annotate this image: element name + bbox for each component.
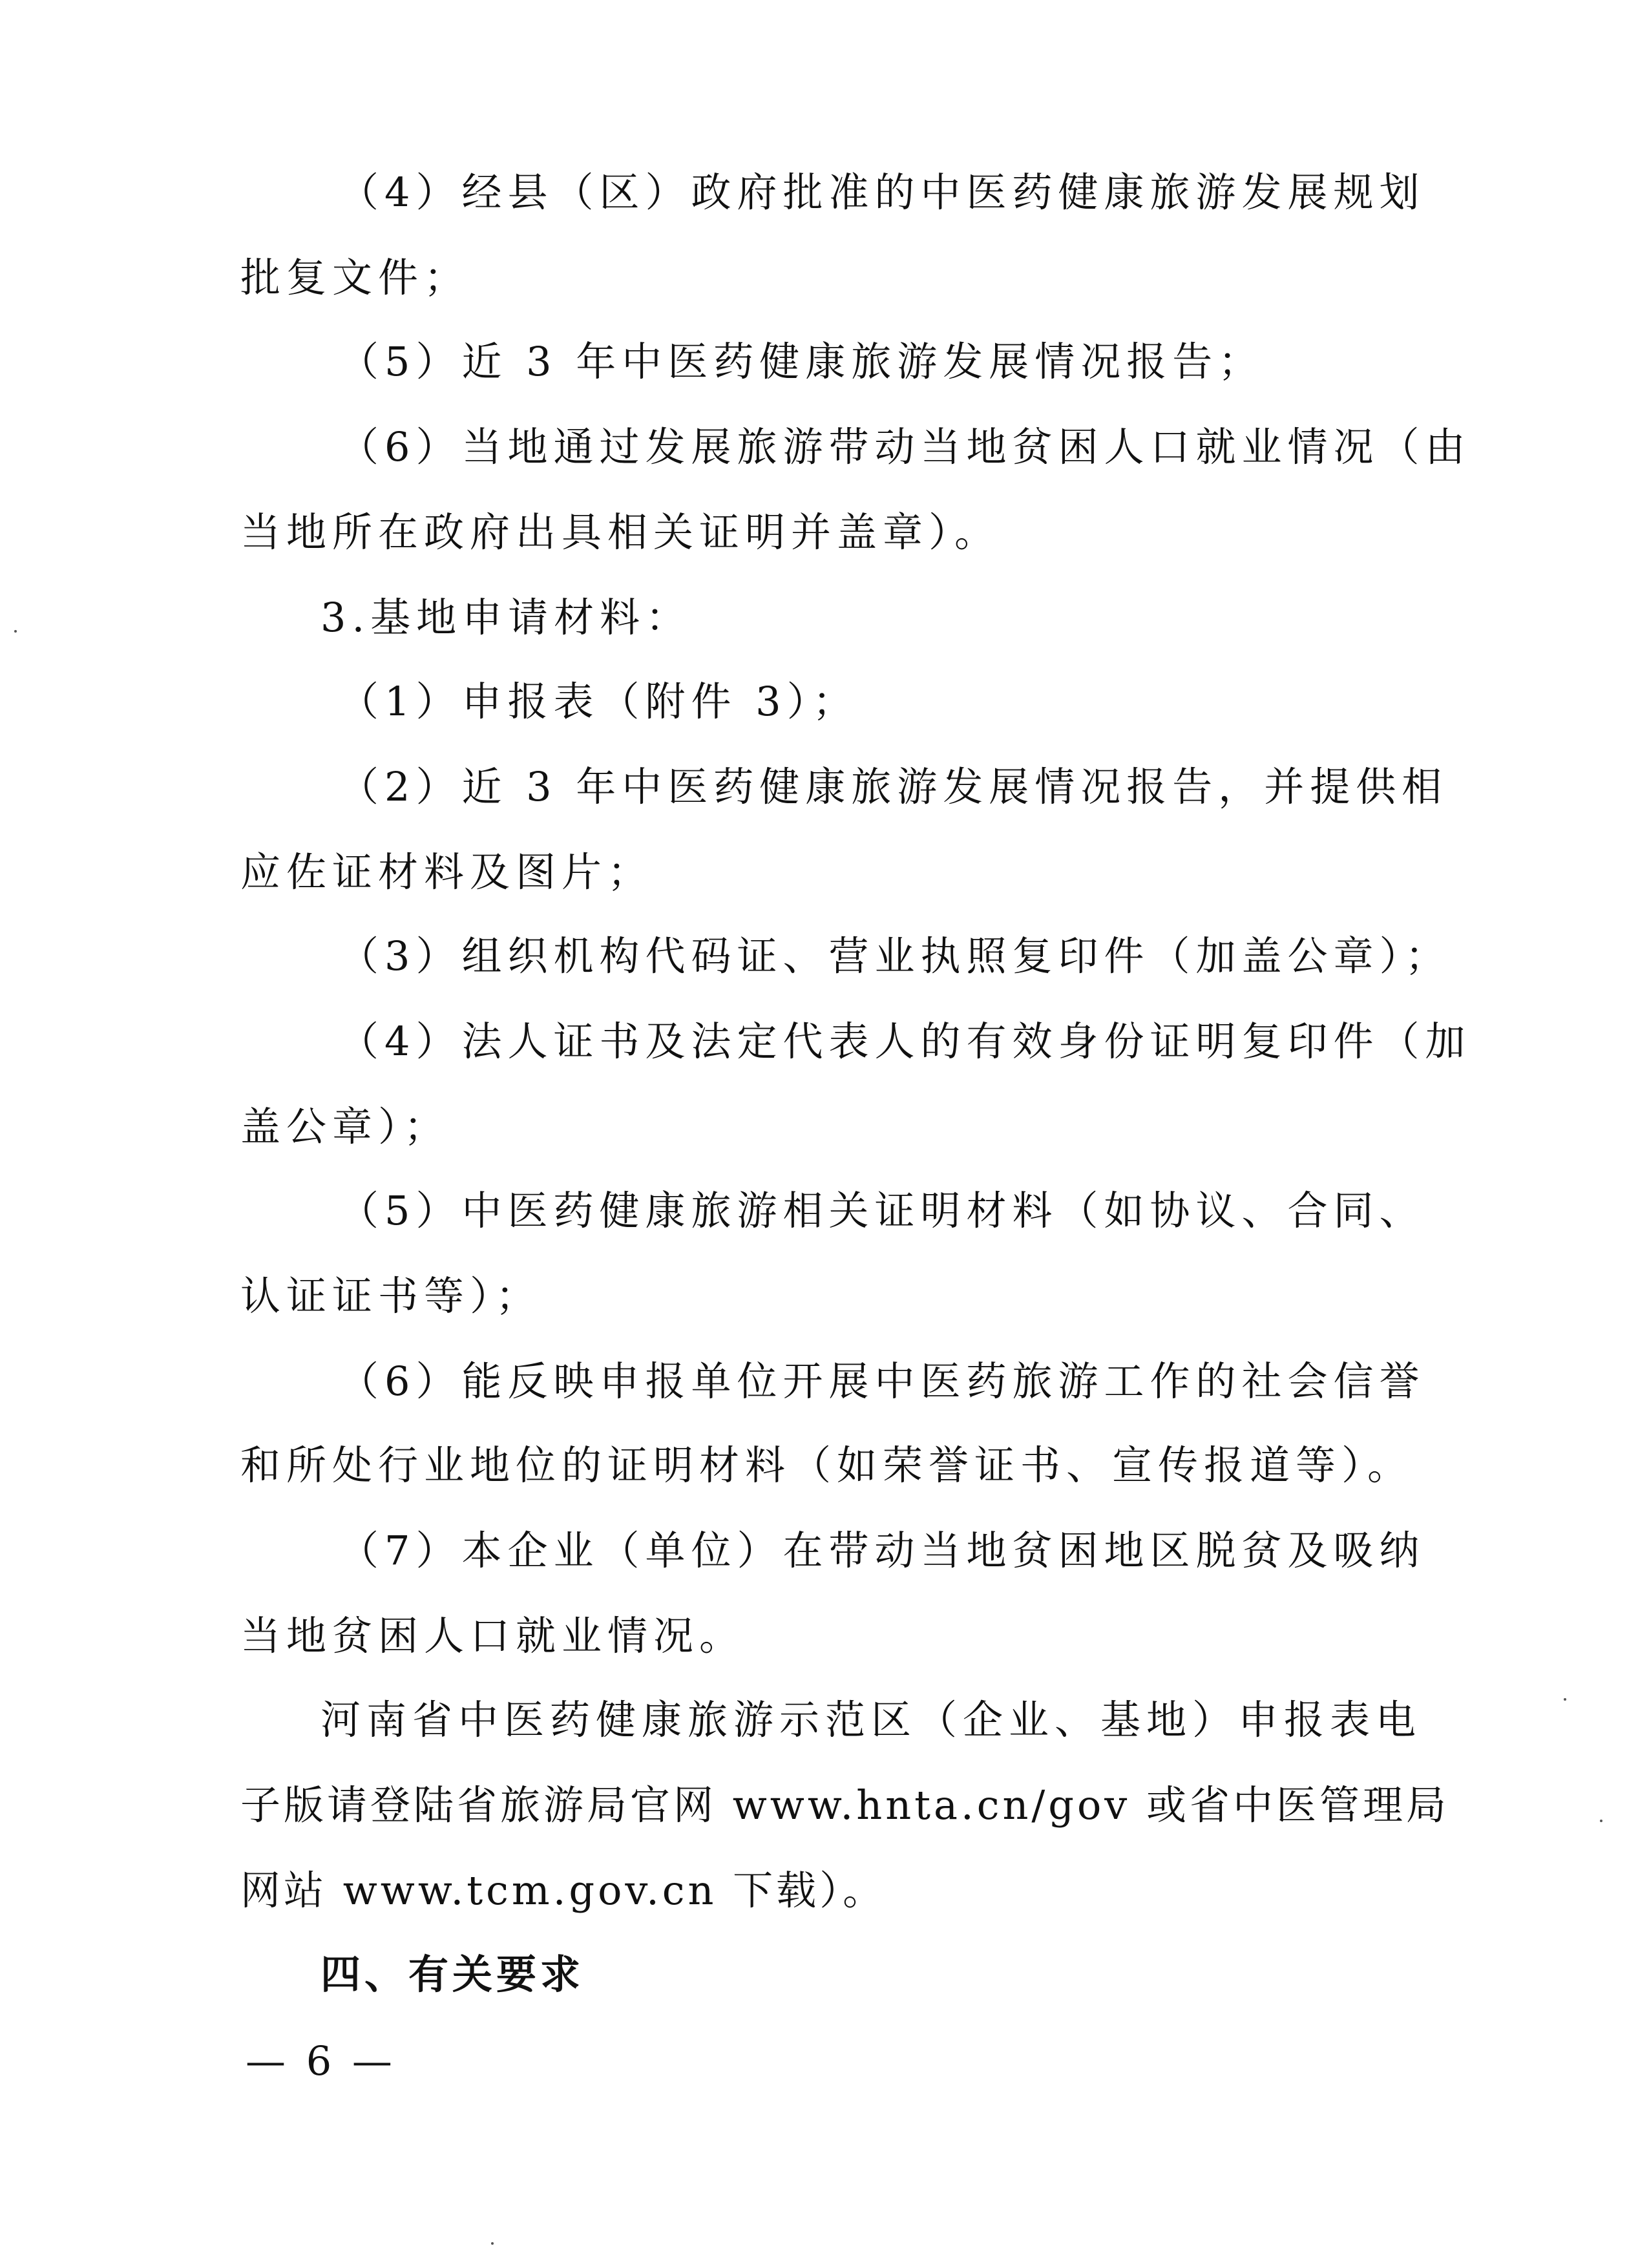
- text-line-11: （4）法人证书及法定代表人的有效身份证明复印件（加: [339, 1018, 1471, 1065]
- text-line-2: 批复文件；: [240, 254, 470, 301]
- text-line-19: 河南省中医药健康旅游示范区（企业、基地）申报表电: [320, 1696, 1422, 1743]
- text-line-7: （1）申报表（附件 3）；: [339, 678, 859, 725]
- scan-speck: [1564, 1698, 1566, 1701]
- text-line-9: 应佐证材料及图片；: [240, 848, 654, 896]
- text-line-3: （5）近 3 年中医药健康旅游发展情况报告；: [339, 338, 1265, 385]
- text-line-12: 盖公章）；: [240, 1103, 450, 1150]
- text-line-6: 3.基地申请材料：: [320, 594, 692, 641]
- scan-speck: [1600, 1820, 1602, 1822]
- text-line-17: （7）本企业（单位）在带动当地贫困地区脱贫及吸纳: [339, 1527, 1425, 1574]
- text-line-14: 认证证书等）；: [240, 1272, 542, 1319]
- text-line-4: （6）当地通过发展旅游带动当地贫困人口就业情况（由: [339, 423, 1471, 470]
- page-number: — 6 —: [246, 2037, 396, 2084]
- text-line-10: （3）组织机构代码证、营业执照复印件（加盖公章）；: [339, 932, 1451, 980]
- text-line-5: 当地所在政府出具相关证明并盖章）。: [240, 509, 1001, 556]
- text-line-1: （4）经县（区）政府批准的中医药健康旅游发展规划: [339, 169, 1425, 216]
- section-heading: 四、有关要求: [320, 1951, 585, 1998]
- text-line-16: 和所处行业地位的证明材料（如荣誉证书、宣传报道等）。: [240, 1442, 1414, 1489]
- scan-speck: [491, 2242, 494, 2245]
- text-line-21: 网站 www.tcm.gov.cn 下载）。: [240, 1867, 887, 1914]
- text-line-15: （6）能反映申报单位开展中医药旅游工作的社会信誉: [339, 1358, 1425, 1405]
- scan-speck: [14, 630, 17, 633]
- text-line-20: 子版请登陆省旅游局官网 www.hnta.cn/gov 或省中医管理局: [240, 1781, 1450, 1829]
- text-line-13: （5）中医药健康旅游相关证明材料（如协议、合同、: [339, 1187, 1425, 1234]
- text-line-8: （2）近 3 年中医药健康旅游发展情况报告，并提供相: [339, 763, 1448, 810]
- text-line-18: 当地贫困人口就业情况。: [240, 1612, 746, 1659]
